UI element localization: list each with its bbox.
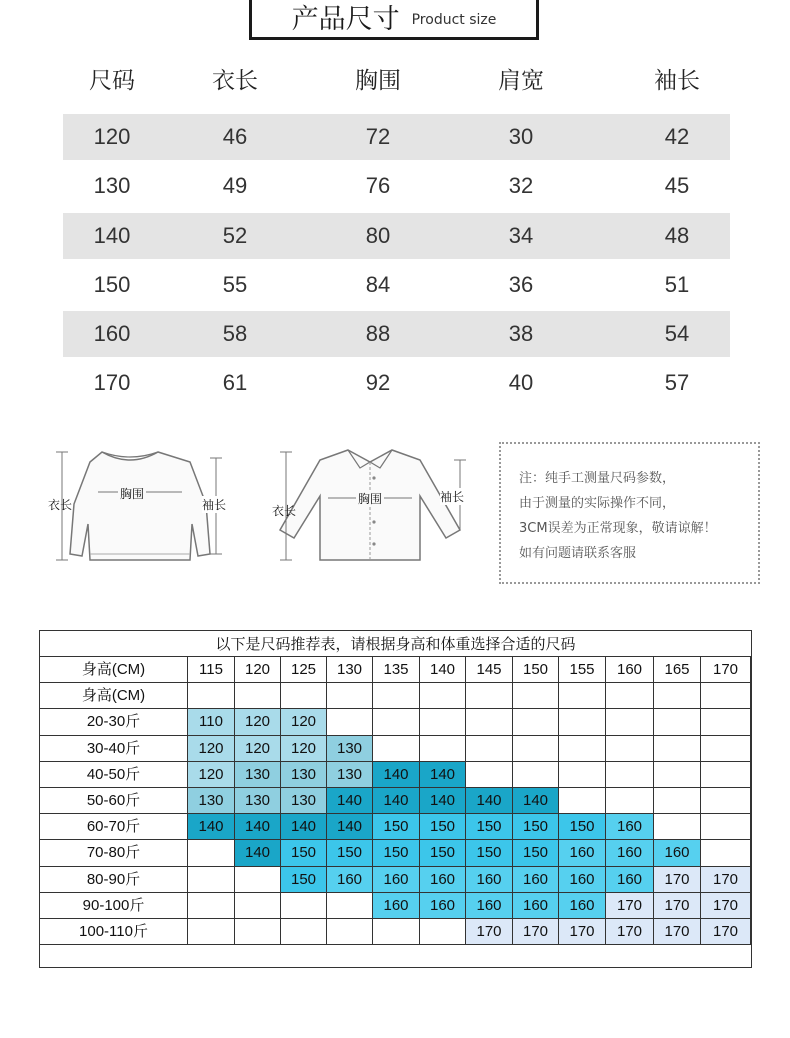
empty-cell xyxy=(559,709,606,735)
height-column-header: 170 xyxy=(701,657,751,683)
recommended-size-cell: 140 xyxy=(235,840,281,866)
empty-cell xyxy=(701,683,751,709)
recommended-size-cell: 170 xyxy=(654,919,701,945)
recommended-size-cell: 120 xyxy=(235,709,281,735)
empty-cell xyxy=(606,736,654,762)
recommended-size-cell: 160 xyxy=(606,840,654,866)
recommended-size-cell: 170 xyxy=(701,919,751,945)
recommended-size-cell: 140 xyxy=(235,814,281,840)
empty-cell xyxy=(701,840,751,866)
height-column-header: 125 xyxy=(281,657,327,683)
height-row-label: 身高(CM) xyxy=(40,683,188,709)
empty-cell xyxy=(188,893,235,919)
size-table-cell: 46 xyxy=(222,124,248,149)
recommended-size-cell: 170 xyxy=(466,919,513,945)
size-table-cell: 51 xyxy=(664,272,690,297)
weight-row-label: 50-60斤 xyxy=(40,788,188,814)
empty-cell xyxy=(281,919,327,945)
recommended-size-cell: 150 xyxy=(281,840,327,866)
empty-cell xyxy=(606,788,654,814)
recommended-size-cell: 140 xyxy=(420,788,466,814)
empty-cell xyxy=(327,709,373,735)
recommended-size-cell: 170 xyxy=(654,867,701,893)
recommended-size-cell: 170 xyxy=(606,893,654,919)
recommended-size-cell: 150 xyxy=(559,814,606,840)
note-line: 注：纯手工测量尺码参数， xyxy=(519,471,676,486)
size-table-cell: 48 xyxy=(664,223,690,248)
recommended-size-cell: 140 xyxy=(327,788,373,814)
empty-cell xyxy=(235,867,281,893)
recommended-size-cell: 170 xyxy=(513,919,559,945)
size-table-cell: 76 xyxy=(365,173,391,198)
weight-row-label: 60-70斤 xyxy=(40,814,188,840)
height-column-header: 130 xyxy=(327,657,373,683)
empty-cell xyxy=(466,683,513,709)
recommended-size-cell: 110 xyxy=(188,709,235,735)
recommended-size-cell: 150 xyxy=(513,814,559,840)
empty-cell xyxy=(373,736,420,762)
empty-cell xyxy=(420,709,466,735)
height-column-header: 150 xyxy=(513,657,559,683)
recommended-size-cell: 150 xyxy=(281,867,327,893)
empty-cell xyxy=(281,683,327,709)
recommended-size-cell: 140 xyxy=(513,788,559,814)
size-table-cell: 45 xyxy=(664,173,690,198)
recommended-size-cell: 160 xyxy=(559,893,606,919)
empty-cell xyxy=(327,893,373,919)
shirt-length-label: 衣长 xyxy=(272,504,297,518)
recommended-size-cell: 130 xyxy=(281,762,327,788)
size-table-cell: 130 xyxy=(93,173,131,198)
height-column-header: 140 xyxy=(420,657,466,683)
empty-cell xyxy=(559,762,606,788)
empty-cell xyxy=(654,709,701,735)
recommended-size-cell: 150 xyxy=(466,814,513,840)
size-table-cell: 36 xyxy=(508,272,534,297)
measurement-note xyxy=(499,442,760,584)
size-table-row xyxy=(63,163,730,209)
empty-cell xyxy=(373,683,420,709)
empty-cell xyxy=(466,736,513,762)
size-column-header: 尺码 xyxy=(89,68,135,94)
weight-row-label: 40-50斤 xyxy=(40,762,188,788)
sweater-sleeve-label: 袖长 xyxy=(202,498,227,512)
sweater-chest-label: 胸围 xyxy=(120,487,145,501)
size-table-cell: 160 xyxy=(93,321,131,346)
weight-row-label: 20-30斤 xyxy=(40,709,188,735)
recommended-size-cell: 160 xyxy=(513,867,559,893)
height-column-header: 120 xyxy=(235,657,281,683)
recommended-size-cell: 160 xyxy=(559,867,606,893)
empty-cell xyxy=(466,762,513,788)
size-table-cell: 61 xyxy=(222,370,248,395)
recommended-size-cell: 160 xyxy=(466,867,513,893)
shirt-chest-label: 胸围 xyxy=(358,492,383,506)
recommended-size-cell: 150 xyxy=(513,840,559,866)
empty-cell xyxy=(188,683,235,709)
sweater-diagram xyxy=(40,444,240,569)
empty-cell xyxy=(654,683,701,709)
empty-cell xyxy=(654,814,701,840)
recommended-size-cell: 150 xyxy=(420,814,466,840)
recommended-size-cell: 130 xyxy=(235,788,281,814)
height-column-header: 145 xyxy=(466,657,513,683)
size-table-cell: 72 xyxy=(365,124,391,149)
empty-cell xyxy=(188,919,235,945)
size-table-cell: 52 xyxy=(222,223,248,248)
size-table-cell: 150 xyxy=(93,272,131,297)
size-column-header: 袖长 xyxy=(654,68,700,94)
note-line: 3CM误差为正常现象，敬请谅解！ xyxy=(519,521,717,536)
size-table-row xyxy=(63,213,730,259)
recommended-size-cell: 160 xyxy=(373,893,420,919)
empty-cell xyxy=(420,736,466,762)
note-line: 由于测量的实际操作不同， xyxy=(519,496,676,511)
size-table-cell: 38 xyxy=(508,321,534,346)
empty-cell xyxy=(701,709,751,735)
empty-cell xyxy=(420,919,466,945)
size-column-header: 衣长 xyxy=(212,68,258,94)
empty-cell xyxy=(235,919,281,945)
size-table-cell: 32 xyxy=(508,173,534,198)
empty-cell xyxy=(513,683,559,709)
size-table-cell: 92 xyxy=(365,370,391,395)
weight-row-label: 70-80斤 xyxy=(40,840,188,866)
recommended-size-cell: 130 xyxy=(327,762,373,788)
size-table-cell: 40 xyxy=(508,370,534,395)
recommended-size-cell: 170 xyxy=(559,919,606,945)
empty-cell xyxy=(373,709,420,735)
recommended-size-cell: 120 xyxy=(188,736,235,762)
empty-cell xyxy=(466,709,513,735)
size-table-cell: 34 xyxy=(508,223,534,248)
size-table-cell: 80 xyxy=(365,223,391,248)
note-line: 如有问题请联系客服 xyxy=(519,546,637,561)
size-column-header: 肩宽 xyxy=(498,68,544,94)
recommended-size-cell: 150 xyxy=(327,840,373,866)
recommended-size-cell: 130 xyxy=(235,762,281,788)
recommended-size-cell: 170 xyxy=(701,867,751,893)
size-table-header xyxy=(63,58,730,104)
size-table-cell: 140 xyxy=(93,223,131,248)
empty-cell xyxy=(281,893,327,919)
height-column-header: 155 xyxy=(559,657,606,683)
empty-cell xyxy=(513,736,559,762)
recommended-size-cell: 140 xyxy=(188,814,235,840)
empty-cell xyxy=(559,683,606,709)
recommended-size-cell: 120 xyxy=(281,709,327,735)
weight-row-label: 80-90斤 xyxy=(40,867,188,893)
recommended-size-cell: 150 xyxy=(466,840,513,866)
size-table-cell: 88 xyxy=(365,321,391,346)
recommended-size-cell: 150 xyxy=(420,840,466,866)
size-table-cell: 49 xyxy=(222,173,248,198)
recommended-size-cell: 140 xyxy=(373,788,420,814)
recommended-size-cell: 140 xyxy=(373,762,420,788)
recommended-size-cell: 130 xyxy=(188,788,235,814)
size-table-row xyxy=(63,311,730,357)
empty-cell xyxy=(188,840,235,866)
recommended-size-cell: 130 xyxy=(281,788,327,814)
title-en: Product size xyxy=(411,11,497,28)
recommended-size-cell: 140 xyxy=(420,762,466,788)
recommended-size-cell: 120 xyxy=(281,736,327,762)
recommended-size-cell: 160 xyxy=(513,893,559,919)
recommended-size-cell: 160 xyxy=(654,840,701,866)
height-column-header: 160 xyxy=(606,657,654,683)
title-zh: 产品尺寸 xyxy=(291,4,400,35)
empty-cell xyxy=(327,683,373,709)
empty-cell xyxy=(420,683,466,709)
recommended-size-cell: 170 xyxy=(654,893,701,919)
size-table-row xyxy=(63,262,730,308)
empty-cell xyxy=(701,736,751,762)
recommended-size-cell: 130 xyxy=(327,736,373,762)
size-table-cell: 58 xyxy=(222,321,248,346)
recommended-size-cell: 160 xyxy=(373,867,420,893)
empty-cell xyxy=(606,762,654,788)
empty-cell xyxy=(606,709,654,735)
size-table-cell: 30 xyxy=(508,124,534,149)
recommended-size-cell: 160 xyxy=(420,893,466,919)
size-table-cell: 54 xyxy=(664,321,690,346)
weight-row-label: 90-100斤 xyxy=(40,893,188,919)
recommended-size-cell: 120 xyxy=(188,762,235,788)
size-table-cell: 55 xyxy=(222,272,248,297)
recommended-size-cell: 150 xyxy=(373,840,420,866)
recommended-size-cell: 160 xyxy=(420,867,466,893)
recommended-size-cell: 170 xyxy=(701,893,751,919)
recommended-size-cell: 160 xyxy=(559,840,606,866)
empty-cell xyxy=(327,919,373,945)
empty-cell xyxy=(701,814,751,840)
size-table-cell: 120 xyxy=(93,124,131,149)
product-size-title xyxy=(249,0,539,40)
height-row-label: 身高(CM) xyxy=(40,657,188,683)
recommended-size-cell: 150 xyxy=(373,814,420,840)
empty-cell xyxy=(513,709,559,735)
size-table-cell: 57 xyxy=(664,370,690,395)
empty-cell xyxy=(235,683,281,709)
recommended-size-cell: 140 xyxy=(327,814,373,840)
empty-cell xyxy=(654,788,701,814)
size-table-row xyxy=(63,360,730,406)
empty-cell xyxy=(701,762,751,788)
size-recommendation-table xyxy=(39,630,752,968)
sweater-length-label: 衣长 xyxy=(48,498,73,512)
height-column-header: 135 xyxy=(373,657,420,683)
height-column-header: 165 xyxy=(654,657,701,683)
recommendation-title: 以下是尺码推荐表，请根据身高和体重选择合适的尺码 xyxy=(40,631,751,657)
recommended-size-cell: 120 xyxy=(235,736,281,762)
empty-cell xyxy=(654,762,701,788)
recommended-size-cell: 160 xyxy=(606,814,654,840)
recommended-size-cell: 170 xyxy=(606,919,654,945)
size-table-cell: 84 xyxy=(365,272,391,297)
empty-cell xyxy=(559,736,606,762)
recommended-size-cell: 160 xyxy=(606,867,654,893)
empty-cell xyxy=(188,867,235,893)
size-table-row xyxy=(63,114,730,160)
empty-cell xyxy=(701,788,751,814)
size-table-cell: 170 xyxy=(93,370,131,395)
size-table-cell: 42 xyxy=(664,124,690,149)
height-column-header: 115 xyxy=(188,657,235,683)
recommended-size-cell: 160 xyxy=(327,867,373,893)
empty-cell xyxy=(235,893,281,919)
recommended-size-cell: 140 xyxy=(281,814,327,840)
size-column-header: 胸围 xyxy=(355,68,401,94)
recommended-size-cell: 160 xyxy=(466,893,513,919)
empty-cell xyxy=(654,736,701,762)
weight-row-label: 30-40斤 xyxy=(40,736,188,762)
empty-cell xyxy=(559,788,606,814)
recommended-size-cell: 140 xyxy=(466,788,513,814)
shirt-sleeve-label: 袖长 xyxy=(440,490,465,504)
shirt-diagram xyxy=(270,444,470,569)
empty-cell xyxy=(513,762,559,788)
empty-cell xyxy=(606,683,654,709)
empty-cell xyxy=(373,919,420,945)
weight-row-label: 100-110斤 xyxy=(40,919,188,945)
